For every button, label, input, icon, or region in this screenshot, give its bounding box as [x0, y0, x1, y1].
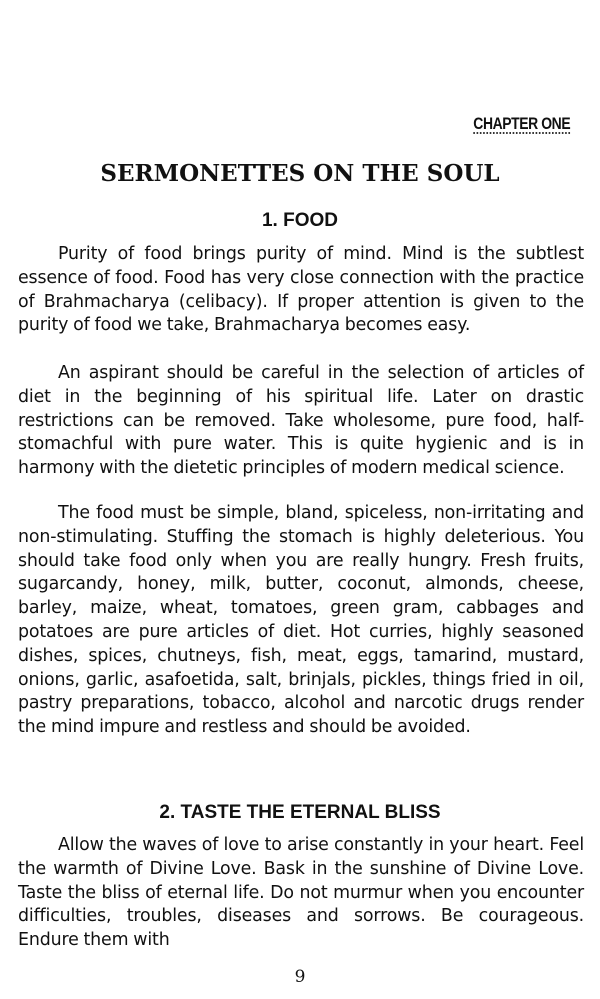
page-title: SERMONETTES ON THE SOUL — [100, 160, 500, 187]
page-number: 9 — [294, 967, 306, 987]
paragraph: The food must be simple, bland, spiceless, non-irritating and non-stimulating. Stuffing the stomach is highly deleterious. You should take food only when you are really hungry. Fresh fruits, sugarcandy, honey, milk, butter, coconut, almonds, cheese, barley, maize, wheat, tomatoes, green gram, cabbages and potatoes are pure articles of diet. Hot curries, highly seasoned dishes, spices, chutneys, fish, meat, eggs, tamarind, mustard, onions, garlic, asafoetida, salt, brinjals, pickles, things fried in oil, pastry preparations, tobacco, alcohol and narcotic drugs render the mind impure and restless and should be avoided. — [18, 503, 584, 738]
section-heading-food: 1. FOOD — [261, 210, 338, 231]
paragraph: Purity of food brings purity of mind. Mind is the subtlest essence of food. Food has very close connection with the practice of Brahmacharya (celibacy). If proper attention is given to the purity of food we take, Brahmacharya becomes easy. — [18, 244, 584, 336]
section-heading-taste-the-eternal-bliss: 2. TASTE THE ETERNAL BLISS — [159, 802, 441, 823]
paragraph: Allow the waves of love to arise constantly in your heart. Feel the warmth of Divine Love. Bask in the sunshine of Divine Love. Taste the bliss of eternal life. Do not murmur when you encounter difficulties, troubles, diseases and sorrows. Be courageous. Endure them with — [18, 835, 584, 951]
chapter-label: CHAPTER ONE — [473, 114, 570, 133]
paragraph: An aspirant should be careful in the selection of articles of diet in the beginning of his spiritual life. Later on drastic restrictions can be removed. Take wholesome, pure food, half-stomachful with pure water. This is quite hygienic and is in harmony with the dietetic principles of modern medical science. — [18, 363, 584, 479]
